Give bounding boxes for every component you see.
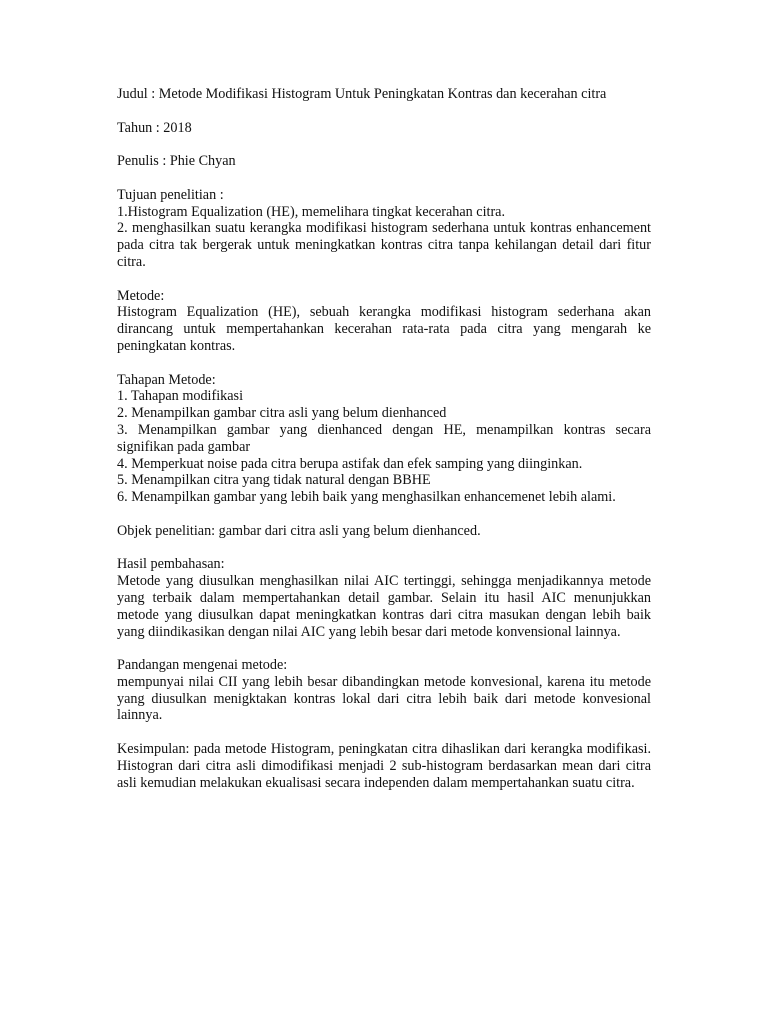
tahapan-item-1: 1. Tahapan modifikasi [117, 388, 244, 405]
tujuan-heading: Tujuan penelitian : [117, 186, 224, 203]
kesimpulan-text: Kesimpulan: pada metode Histogram, peningkatan citra dihaslikan dari kerangka modifikasi. Histogran dari citra asli dimodifikasi menjadi 2 sub-histogram berdasarkan mean dari citra asli kemudian melakukan ekualisasi secara independen dalam mempertahankan suatu citra. [117, 741, 651, 791]
tahapan-item-5: 5. Menampilkan citra yang tidak natural dengan BBHE [117, 472, 431, 489]
spacer [117, 103, 651, 120]
tahapan-item-2: 2. Menampilkan gambar citra asli yang belum dienhanced [117, 405, 447, 422]
spacer [117, 271, 651, 288]
tahun-line: Tahun : 2018 [117, 119, 192, 136]
tujuan-item-1: 1.Histogram Equalization (HE), memelihara tingkat kecerahan citra. [117, 203, 506, 220]
spacer [117, 506, 651, 523]
spacer [117, 724, 651, 741]
tahapan-heading: Tahapan Metode: [117, 371, 216, 388]
objek-line: Objek penelitian: gambar dari citra asli yang belum dienhanced. [117, 522, 481, 539]
spacer [117, 640, 651, 657]
tahapan-item-3: 3. Menampilkan gambar yang dienhanced dengan HE, menampilkan kontras secara signifikan pada gambar [117, 421, 651, 455]
spacer [117, 355, 651, 372]
tahapan-item-6: 6. Menampilkan gambar yang lebih baik yang menghasilkan enhancemenet lebih alami. [117, 489, 616, 506]
judul-line: Judul : Metode Modifikasi Histogram Untuk Peningkatan Kontras dan kecerahan citra [117, 86, 607, 102]
spacer [117, 170, 651, 187]
pandangan-text: mempunyai nilai CII yang lebih besar dibandingkan metode konvesional, karena itu metode yang diusulkan menigktakan kontras lokal dari citra lebih baik dari metode konvesional lainnya. [117, 673, 651, 724]
tujuan-item-2: 2. menghasilkan suatu kerangka modifikasi histogram sederhana untuk kontras enhancement pada citra tak bergerak untuk meningkatkan kontras citra tanpa kehilangan detail dari fitur citra. [117, 220, 651, 270]
hasil-text: Metode yang diusulkan menghasilkan nilai AIC tertinggi, sehingga menjadikannya metode yang terbaik dalam mempertahankan detail gambar. Selain itu hasil AIC menunjukkan metode yang diusulkan dapat meningkatkan kontras dari citra masukan dengan lebih baik yang diindikasikan dengan nilai AIC yang lebih besar dari metode konvensional lainnya. [117, 573, 651, 640]
spacer [117, 540, 651, 557]
spacer [117, 136, 651, 153]
penulis-line: Penulis : Phie Chyan [117, 153, 236, 170]
hasil-heading: Hasil pembahasan: [117, 556, 225, 573]
metode-text: Histogram Equalization (HE), sebuah kerangka modifikasi histogram sederhana akan dirancang untuk mempertahankan kecerahan rata-rata pada citra yang mengarah ke peningkatan kontras. [117, 304, 651, 354]
document-page [117, 86, 651, 791]
metode-heading: Metode: [117, 287, 165, 304]
tahapan-item-4: 4. Memperkuat noise pada citra berupa astifak dan efek samping yang diinginkan. [117, 455, 583, 472]
pandangan-heading: Pandangan mengenai metode: [117, 657, 288, 674]
